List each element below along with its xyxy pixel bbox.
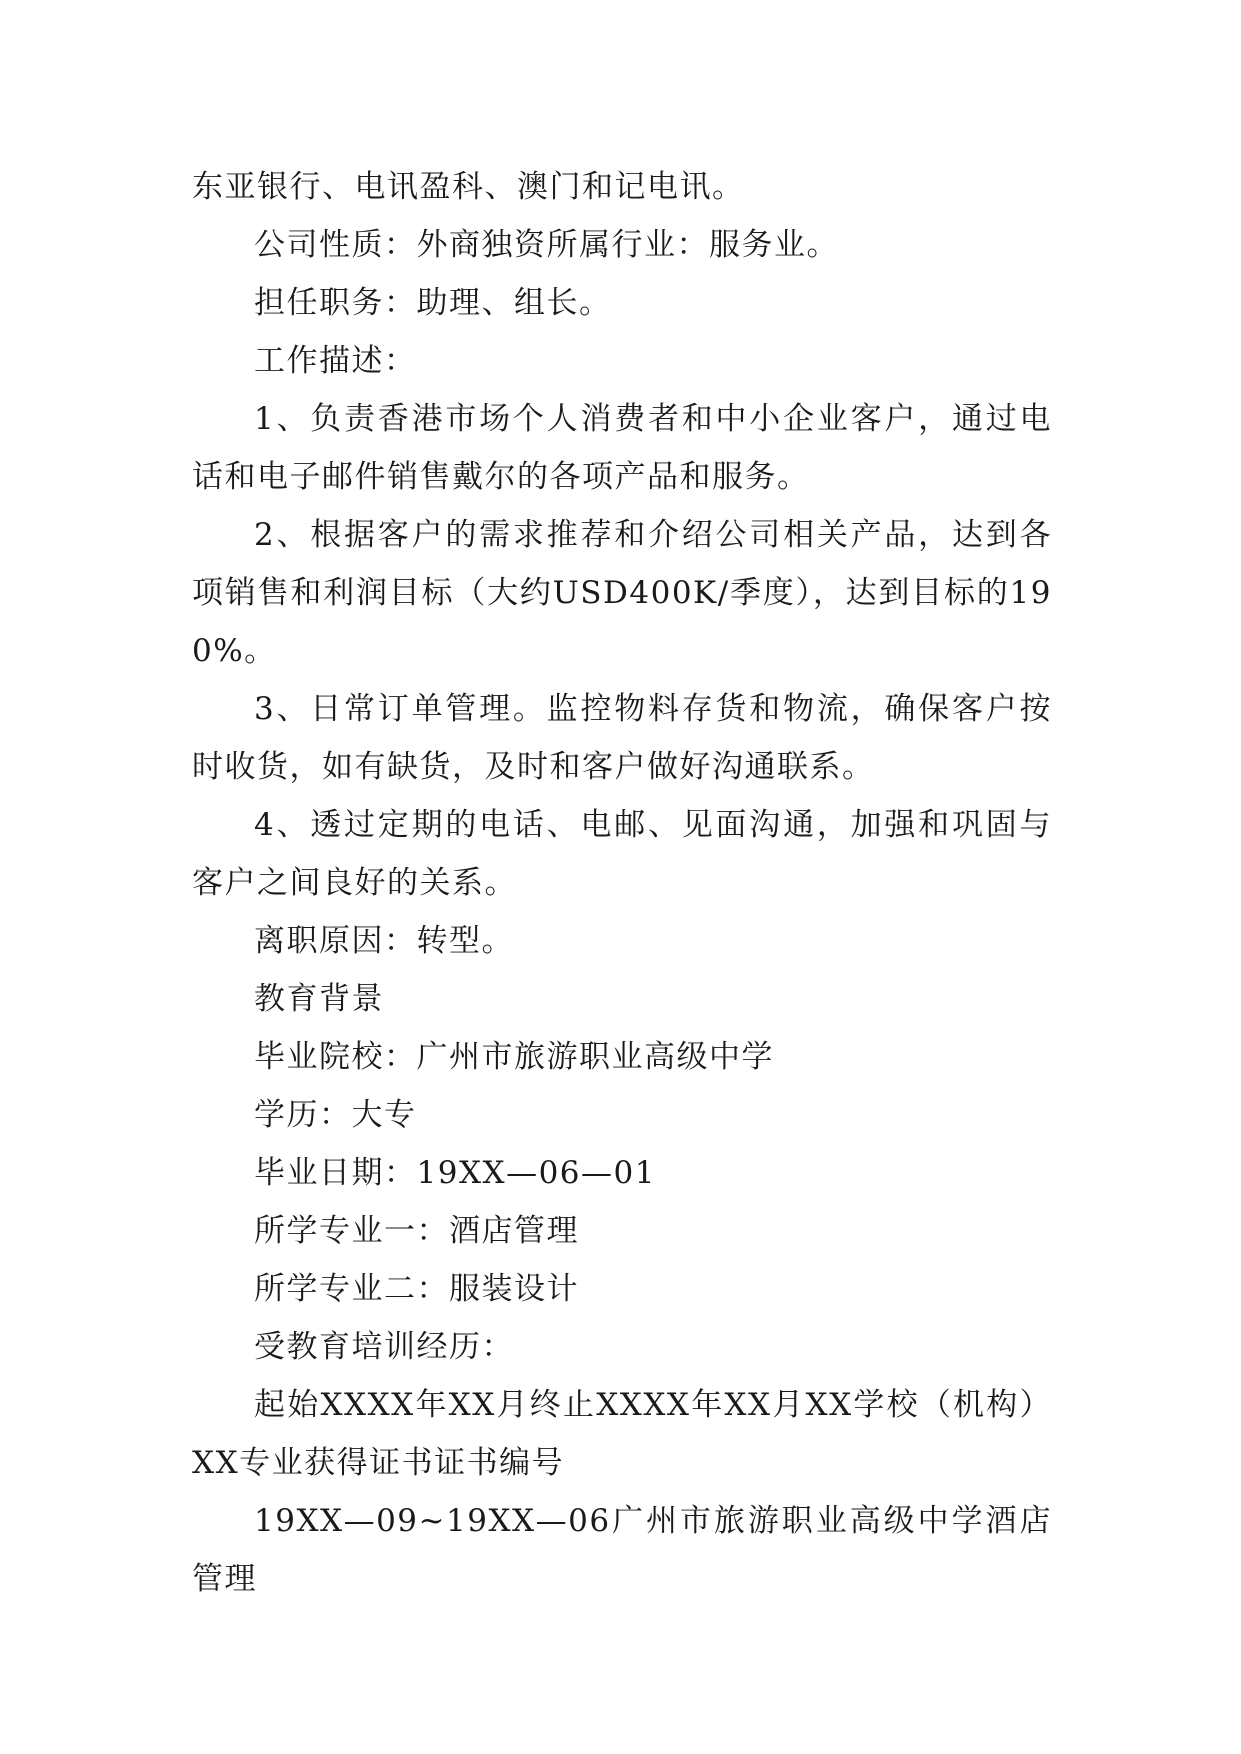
paragraph-major-1: 所学专业一：酒店管理 (254, 1213, 579, 1249)
paragraph-duty-3: 3、日常订单管理。监控物料存货和物流，确保客户按时收货，如有缺货，及时和客户做好沟通联系。 (192, 691, 1052, 785)
paragraph-position: 担任职务：助理、组长。 (254, 285, 612, 321)
paragraph-training-heading: 受教育培训经历： (254, 1329, 514, 1365)
paragraph-graduation-date: 毕业日期：19XX—06—01 (254, 1155, 656, 1191)
document-body (192, 158, 1052, 1608)
paragraph-school: 毕业院校：广州市旅游职业高级中学 (254, 1039, 774, 1075)
paragraph-duty-2: 2、根据客户的需求推荐和介绍公司相关产品，达到各项销售和利润目标（大约USD400K/季度），达到目标的190%。 (192, 517, 1052, 669)
paragraph-continuation: 东亚银行、电讯盈科、澳门和记电讯。 (192, 169, 745, 205)
paragraph-leave-reason: 离职原因：转型。 (254, 923, 514, 959)
paragraph-duty-4: 4、透过定期的电话、电邮、见面沟通，加强和巩固与客户之间良好的关系。 (192, 807, 1052, 901)
section-heading-education: 教育背景 (254, 981, 384, 1017)
paragraph-company-type: 公司性质：外商独资所属行业：服务业。 (254, 227, 839, 263)
paragraph-degree: 学历：大专 (254, 1097, 417, 1133)
paragraph-job-description-heading: 工作描述： (254, 343, 417, 379)
paragraph-training-entry: 19XX—09~19XX—06广州市旅游职业高级中学酒店管理 (192, 1503, 1052, 1597)
paragraph-major-2: 所学专业二：服装设计 (254, 1271, 579, 1307)
paragraph-duty-1: 1、负责香港市场个人消费者和中小企业客户，通过电话和电子邮件销售戴尔的各项产品和服务。 (192, 401, 1052, 495)
paragraph-training-columns: 起始XXXX年XX月终止XXXX年XX月XX学校（机构）XX专业获得证书证书编号 (192, 1387, 1052, 1481)
